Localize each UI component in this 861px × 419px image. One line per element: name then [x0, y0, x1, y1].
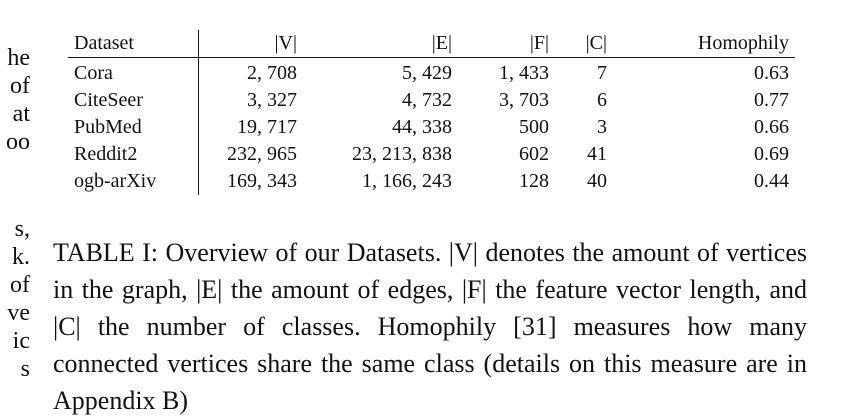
cell-features: 602 [519, 143, 549, 165]
cell-features: 3, 703 [499, 89, 549, 111]
cell-dataset: Reddit2 [68, 141, 199, 168]
table-row [68, 58, 795, 88]
left-fragment: at [12, 101, 30, 127]
cell-dataset: PubMed [68, 114, 199, 141]
cell-dataset: ogb-arXiv [68, 168, 199, 195]
table-row [68, 141, 795, 168]
header-edges: |E| [303, 30, 458, 58]
cell-homophily: 0.69 [754, 143, 789, 165]
left-fragment: s, [14, 216, 30, 242]
cell-vertices: 232, 965 [227, 143, 297, 165]
header-row [68, 30, 795, 58]
cell-classes: 7 [597, 62, 607, 84]
left-fragment: k. [12, 244, 30, 270]
header-dataset: Dataset [68, 30, 199, 58]
table-row [68, 87, 795, 114]
cell-edges: 1, 166, 243 [362, 170, 452, 192]
cell-dataset: CiteSeer [68, 87, 199, 114]
cell-features: 500 [519, 116, 549, 138]
left-fragment: s [20, 356, 30, 382]
cell-homophily: 0.77 [754, 89, 789, 111]
header-homophily: Homophily [613, 30, 795, 58]
table-row [68, 168, 795, 195]
cell-vertices: 2, 708 [247, 62, 297, 84]
left-fragment: ve [7, 300, 30, 326]
cell-edges: 4, 732 [402, 89, 452, 111]
cell-homophily: 0.66 [754, 116, 789, 138]
cell-classes: 40 [587, 170, 607, 192]
left-fragment: of [10, 73, 30, 99]
cell-vertices: 19, 717 [237, 116, 297, 138]
cell-edges: 5, 429 [402, 62, 452, 84]
table-row [68, 114, 795, 141]
table-header [68, 30, 795, 58]
cell-homophily: 0.44 [754, 170, 789, 192]
cell-classes: 41 [587, 143, 607, 165]
left-fragment: he [7, 45, 30, 71]
cell-edges: 23, 213, 838 [352, 143, 452, 165]
header-vertices: |V| [199, 30, 304, 58]
table-caption: TABLE I: Overview of our Datasets. |V| denotes the amount of vertices in the graph, |E| the amount of edges, |F| the feature vector length, and |C| the number of classes. Homophily [31] measures how many connected vertices share the same class (details on this measure are in Appendix B) [53, 238, 807, 415]
cell-homophily: 0.63 [754, 62, 789, 84]
header-features: |F| [458, 30, 555, 58]
left-fragment: oo [6, 129, 30, 155]
cell-features: 1, 433 [499, 62, 549, 84]
header-classes: |C| [555, 30, 613, 58]
cell-dataset: Cora [68, 58, 199, 88]
cell-vertices: 169, 343 [227, 170, 297, 192]
cell-classes: 6 [597, 89, 607, 111]
left-fragment: of [10, 272, 30, 298]
cell-edges: 44, 338 [392, 116, 452, 138]
left-column-fragments [0, 0, 40, 417]
cell-features: 128 [519, 170, 549, 192]
cell-classes: 3 [597, 116, 607, 138]
left-fragment: ic [12, 328, 30, 354]
cell-vertices: 3, 327 [247, 89, 297, 111]
table-body [68, 58, 795, 196]
datasets-table [68, 30, 795, 195]
